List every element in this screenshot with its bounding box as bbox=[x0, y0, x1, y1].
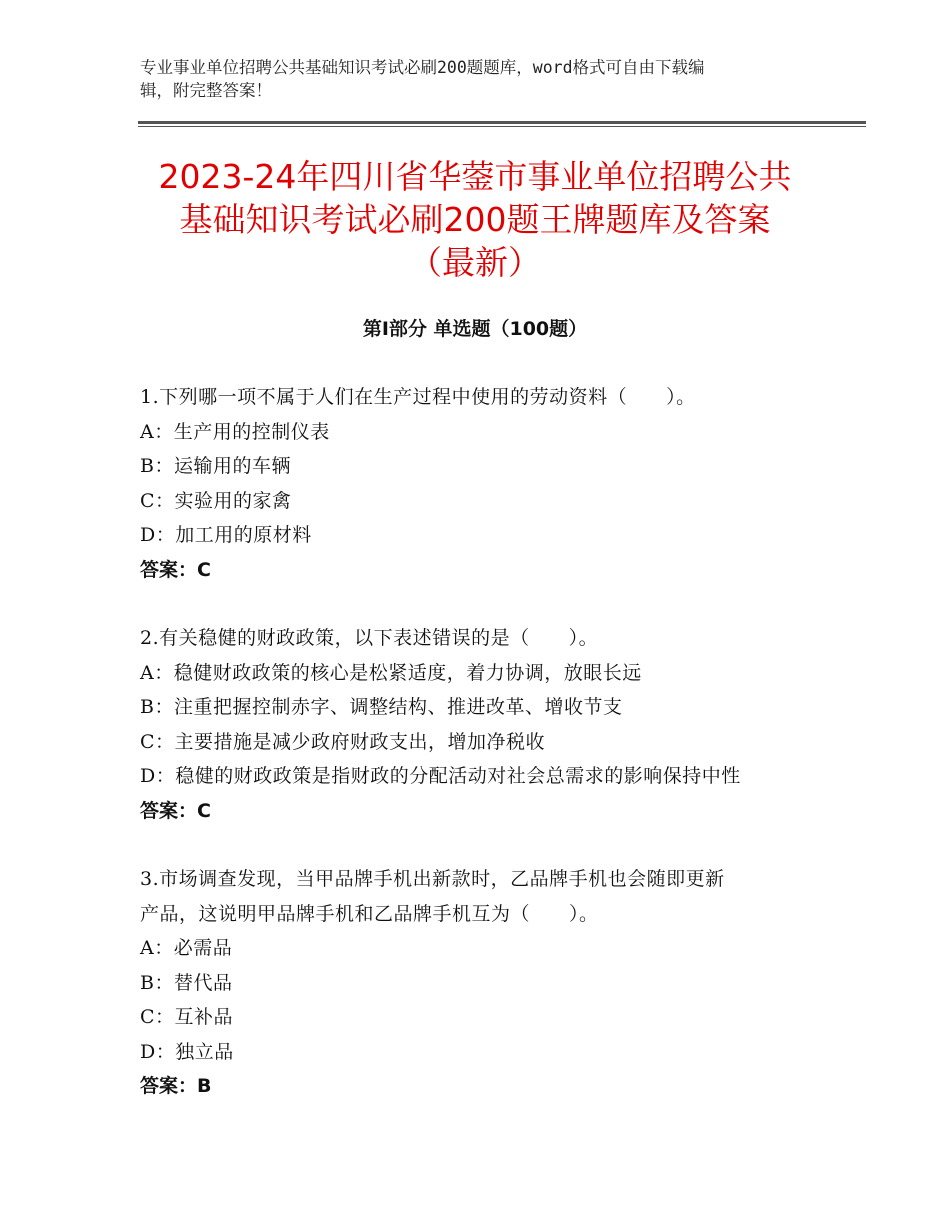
question-3-stem-line-1: 3.市场调查发现，当甲品牌手机出新款时，乙品牌手机也会随即更新 bbox=[140, 868, 725, 890]
question-2-option-d: D：稳健的财政政策是指财政的分配活动对社会总需求的影响保持中性 bbox=[140, 765, 741, 787]
header-note bbox=[140, 56, 800, 102]
question-2-option-a: A：稳健财政政策的核心是松紧适度，着力协调，放眼长远 bbox=[140, 661, 642, 684]
header-note-line-2: 辑，附完整答案！ bbox=[140, 81, 272, 100]
question-1-option-c: C：实验用的家禽 bbox=[140, 489, 292, 512]
question-3-option-c: C：互补品 bbox=[140, 1006, 234, 1028]
header-divider-thick bbox=[138, 121, 866, 124]
document-title-line-1: 2023-24年四川省华蓥市事业单位招聘公共 bbox=[158, 157, 792, 196]
header-note-line-1: 专业事业单位招聘公共基础知识考试必刷200题题库，word格式可自由下载编 bbox=[140, 58, 705, 77]
question-2-answer: 答案：C bbox=[140, 799, 211, 822]
question-2-option-b: B：注重把握控制赤字、调整结构、推进改革、增收节支 bbox=[140, 696, 623, 718]
question-2 bbox=[140, 621, 820, 828]
question-1-answer: 答案：C bbox=[140, 558, 211, 581]
question-list bbox=[140, 380, 820, 1138]
question-1-option-d: D：加工用的原材料 bbox=[140, 524, 312, 546]
question-3-option-b: B：替代品 bbox=[140, 971, 233, 994]
question-1-option-b: B：运输用的车辆 bbox=[140, 455, 291, 477]
document-title-line-3: （最新） bbox=[409, 243, 541, 282]
question-3-option-d: D：独立品 bbox=[140, 1040, 234, 1063]
header-divider-thin bbox=[138, 126, 866, 127]
question-3-stem-line-2: 产品，这说明甲品牌手机和乙品牌手机互为（ ）。 bbox=[140, 902, 599, 925]
question-2-option-c: C：主要措施是减少政府财政支出，增加净税收 bbox=[140, 730, 546, 753]
question-3-option-a: A：必需品 bbox=[140, 937, 233, 959]
question-1-option-a: A：生产用的控制仪表 bbox=[140, 420, 330, 443]
question-1 bbox=[140, 380, 820, 587]
document-title bbox=[120, 155, 830, 284]
question-1-stem: 1.下列哪一项不属于人们在生产过程中使用的劳动资料（ ）。 bbox=[140, 386, 696, 408]
document-title-line-2: 基础知识考试必刷200题王牌题库及答案 bbox=[179, 200, 771, 239]
section-heading: 第Ⅰ部分 单选题（100题） bbox=[362, 318, 588, 340]
question-2-stem: 2.有关稳健的财政政策，以下表述错误的是（ ）。 bbox=[140, 627, 599, 649]
question-3 bbox=[140, 862, 820, 1104]
question-3-answer: 答案：B bbox=[140, 1075, 212, 1097]
